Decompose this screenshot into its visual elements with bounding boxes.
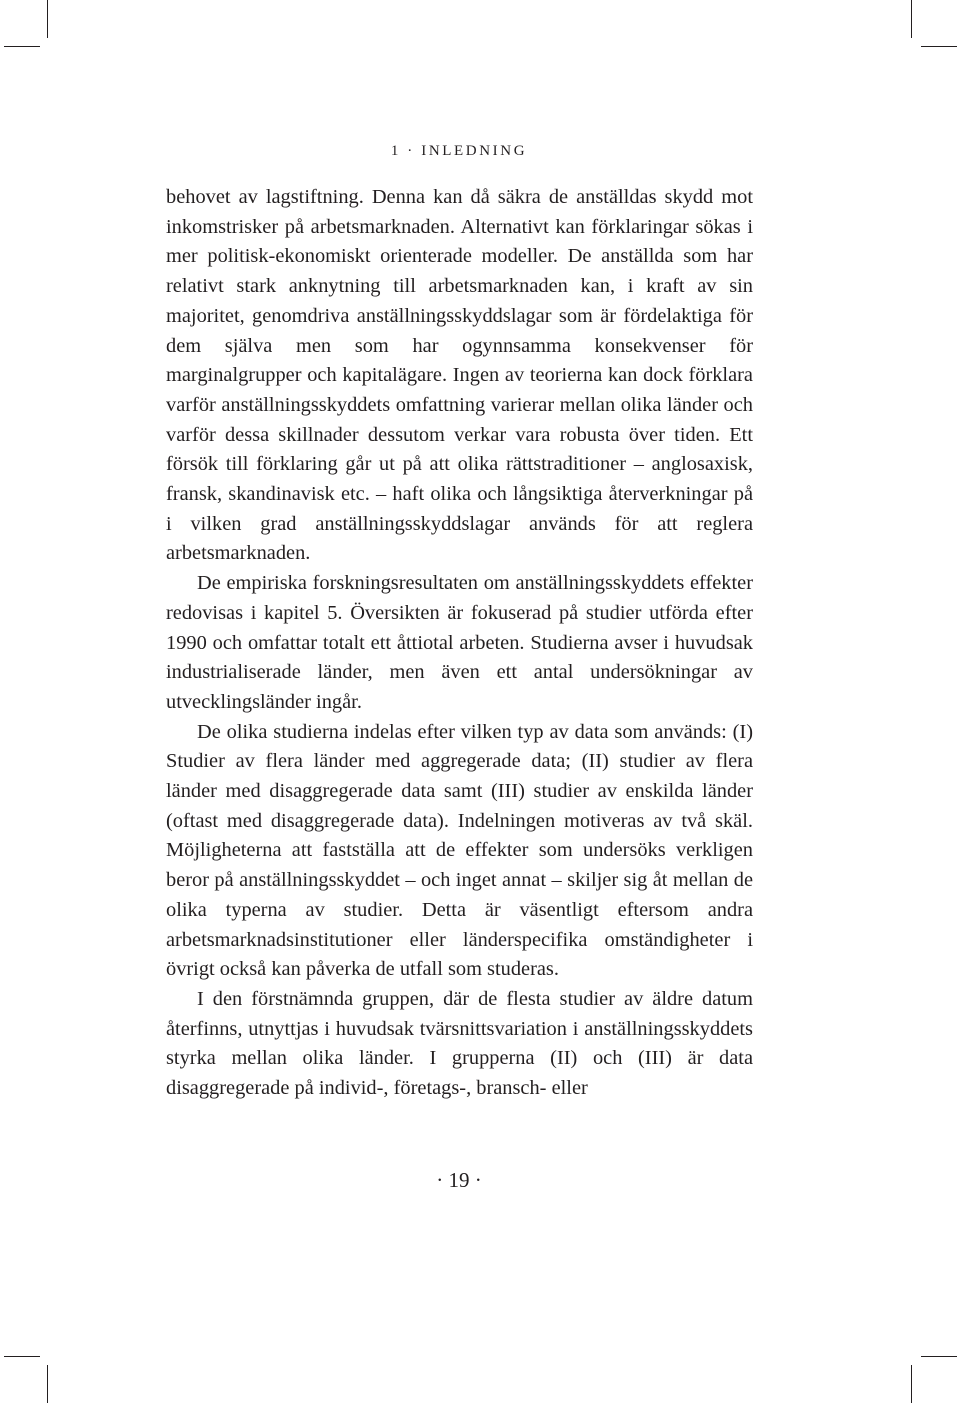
paragraph: I den förstnämnda gruppen, där de flesta studier av äldre datum återfinns, utnyttjas i huvudsak tvärsnittsvariation i anställningsskyddets styrka mellan olika länder. I grupperna (II) och (III) är data disaggregerade på individ-, företags-, bransch- eller [166, 987, 753, 1100]
crop-mark-top-right [911, 0, 912, 38]
paragraph: De empiriska forskningsresultaten om anställningsskyddets effekter redovisas i kapitel 5. Översikten är fokuserad på studier utförda efter 1990 och omfattar totalt ett åttiotal arbeten. Studierna avser i huvudsak industrialiserade länder, men även ett antal undersökningar av utvecklingsländer ingår. [166, 572, 753, 713]
paragraph: behovet av lagstiftning. Denna kan då säkra de anställdas skydd mot inkomstrisker på arbetsmarknaden. Alternativt kan förklaringar sökas i mer politisk-ekonomiskt orienterade modeller. De anställda som har relativt stark anknytning till arbetsmarknaden kan, i kraft av sin majoritet, genomdriva anställningsskyddslagar som är fördelaktiga för dem själva men som har ogynnsamma konsekvenser för marginalgrupper och kapitalägare. Ingen av teorierna kan dock förklara varför anställningsskyddets omfattning varierar mellan olika länder och varför dessa skillnader dessutom verkar vara robusta över tiden. Ett försök till förklaring går ut på att olika rättstraditioner – anglosaxisk, fransk, skandinavisk etc. – haft olika och långsiktiga återverkningar på i vilken grad anställningsskyddslagar används för att reglera arbetsmarknaden. [166, 186, 753, 565]
paragraph: De olika studierna indelas efter vilken typ av data som används: (I) Studier av flera länder med aggregerade data; (II) studier av flera länder med disaggregerade data samt (III) studier av enskilda länder (oftast med disaggregerade data). Indelningen motiveras av två skäl. Möjligheterna att fastställa att de effekter som undersöks verkligen beror på anställningsskyddet – och inget annat – skiljer sig åt mellan de olika typerna av studier. Detta är väsentligt eftersom andra arbetsmarknadsinstitutioner eller länderspecifika omständigheter i övrigt också kan påverka de utfall som studeras. [166, 720, 753, 981]
crop-mark-top-left-horizontal [4, 46, 40, 47]
body-text [166, 183, 753, 1104]
page-number: · 19 · [436, 1168, 482, 1192]
crop-mark-bottom-right-horizontal [921, 1356, 957, 1357]
crop-mark-top-right-horizontal [921, 46, 957, 47]
crop-mark-top-left [47, 0, 48, 38]
crop-mark-bottom-left [47, 1365, 48, 1403]
running-head: 1 · INLEDNING [390, 143, 528, 159]
crop-mark-bottom-right [911, 1365, 912, 1403]
crop-mark-bottom-left-horizontal [4, 1356, 40, 1357]
